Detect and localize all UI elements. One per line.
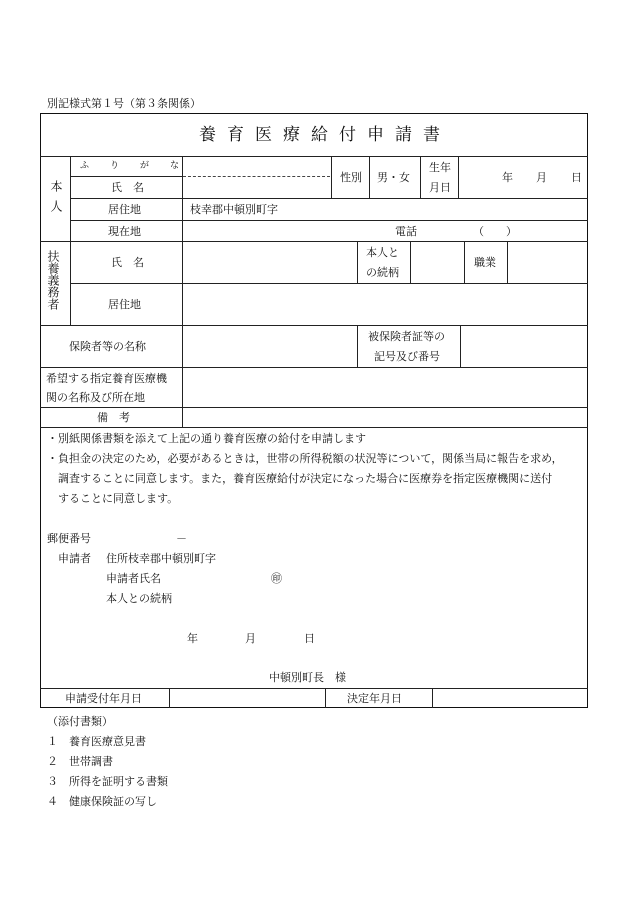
divider <box>325 688 326 708</box>
residence-value[interactable]: 枝幸郡中頓別町字 <box>190 203 278 216</box>
current-location-label: 現在地 <box>108 225 141 238</box>
divider <box>458 156 459 198</box>
date-month-unit: 月 <box>245 632 256 645</box>
divider <box>70 283 588 284</box>
sex-options[interactable]: 男・女 <box>377 171 410 184</box>
phone-area-code[interactable]: （ ） <box>473 225 517 238</box>
divider <box>40 156 588 157</box>
birth-label: 生年 <box>429 161 451 174</box>
applicant-name-label: 申請者氏名 <box>106 572 161 585</box>
hospital-label: 関の名称及び所在地 <box>46 391 145 404</box>
divider <box>357 325 358 367</box>
form-reference: 別記様式第１号（第３条関係） <box>47 97 201 110</box>
declaration-line: することに同意します。 <box>47 492 179 505</box>
furigana-divider <box>183 176 330 177</box>
divider <box>432 688 433 708</box>
furigana-char: な <box>170 161 180 171</box>
birth-label: 月日 <box>429 181 451 194</box>
divider <box>331 156 332 198</box>
furigana-char: が <box>140 161 150 171</box>
divider <box>460 325 461 367</box>
birth-year-unit: 年 <box>502 171 513 184</box>
attachments-title: （添付書類） <box>47 715 113 728</box>
divider <box>70 176 182 177</box>
divider <box>420 156 421 198</box>
date-day-unit: 日 <box>304 632 315 645</box>
applicant-address[interactable]: 住所枝幸郡中頓別町字 <box>106 552 216 565</box>
furigana-char: ふ <box>80 161 90 171</box>
divider <box>357 241 358 283</box>
attachment-item: ３ 所得を証明する書類 <box>47 775 168 788</box>
divider <box>70 156 71 325</box>
declaration-line: ・負担金の決定のため，必要があるときは，世帯の所得税額の状況等について，関係当局に報告を求め， <box>47 452 563 465</box>
furigana-char: り <box>110 161 120 171</box>
declaration-line: ・別紙関係書類を添えて上記の通り養育医療の給付を申請します <box>47 432 366 445</box>
job-label: 職業 <box>474 256 496 269</box>
relation-label: の続柄 <box>366 266 399 279</box>
insurer-label: 保険者等の名称 <box>69 340 146 353</box>
relation-label: 本人と <box>366 246 399 259</box>
attachment-item: ２ 世帯調書 <box>47 755 113 768</box>
divider <box>40 688 588 689</box>
divider <box>40 241 588 242</box>
divider <box>40 367 588 368</box>
name-label: 氏 名 <box>111 181 144 194</box>
addressee: 中頓別町長 様 <box>269 671 346 684</box>
form-title: 養育医療給付申請書 <box>199 125 451 145</box>
divider <box>369 156 370 198</box>
divider <box>182 156 183 427</box>
applicant-label: 申請者 <box>58 552 91 565</box>
divider <box>70 220 588 221</box>
divider <box>40 325 588 326</box>
supporter-section-label: 扶養義務者 <box>46 250 60 310</box>
supporter-residence-label: 居住地 <box>108 298 141 311</box>
birth-month-unit: 月 <box>536 171 547 184</box>
divider <box>410 241 411 283</box>
divider <box>464 241 465 283</box>
remarks-label: 備 考 <box>97 411 130 424</box>
divider <box>507 241 508 283</box>
insured-id-label: 被保険者証等の <box>368 330 445 343</box>
date-year-unit: 年 <box>187 632 198 645</box>
decision-date-label: 決定年月日 <box>347 692 402 705</box>
divider <box>40 407 588 408</box>
principal-section-label: 本人 <box>49 180 63 220</box>
divider <box>70 198 588 199</box>
attachment-item: １ 養育医療意見書 <box>47 735 146 748</box>
residence-label: 居住地 <box>108 203 141 216</box>
divider <box>169 688 170 708</box>
supporter-name-label: 氏 名 <box>111 256 144 269</box>
divider <box>40 427 588 428</box>
sex-label: 性別 <box>340 171 362 184</box>
relation-to-principal-label: 本人との続柄 <box>106 592 172 605</box>
declaration-line: 調査することに同意します。また，養育医療給付が決定になった場合に医療券を指定医療機関に送付 <box>47 472 553 485</box>
hospital-label: 希望する指定養育医療機 <box>46 372 167 385</box>
seal-mark: ㊞ <box>271 572 282 585</box>
postal-dash[interactable]: － <box>176 532 187 545</box>
receipt-date-label: 申請受付年月日 <box>65 692 142 705</box>
attachment-item: ４ 健康保険証の写し <box>47 795 157 808</box>
phone-label: 電話 <box>395 225 417 238</box>
birth-day-unit: 日 <box>571 171 582 184</box>
postal-label: 郵便番号 <box>47 532 91 545</box>
insured-id-label: 記号及び番号 <box>374 350 440 363</box>
